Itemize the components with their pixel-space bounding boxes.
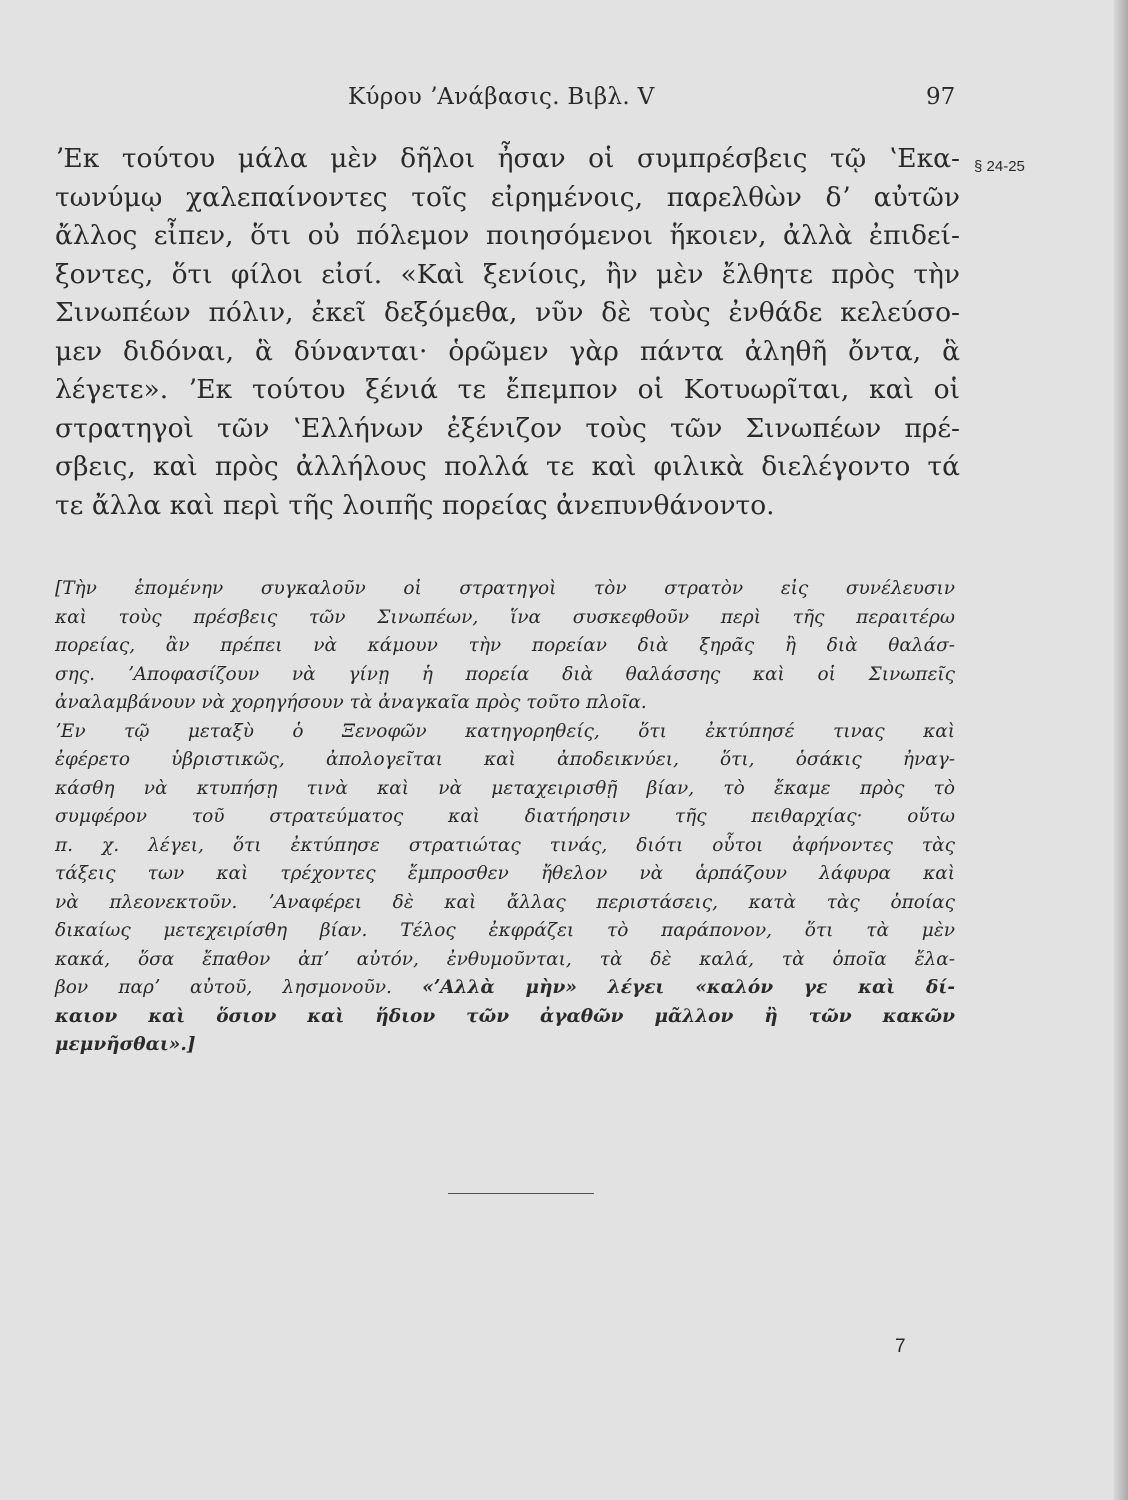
summary-block <box>55 575 955 1060</box>
summary-line: καὶ τοὺς πρέσβεις τῶν Σινωπέων, ἵνα συσκεφθοῦν περὶ τῆς περαιτέρω <box>55 606 955 628</box>
text-line: ἄλλος εἶπεν, ὅτι οὐ πόλεμον ποιησόμενοι ἥκοιεν, ἀλλὰ ἐπιδεί- <box>55 220 960 251</box>
section-rule <box>448 1193 594 1194</box>
signature-mark: 7 <box>895 1336 906 1357</box>
page-edge <box>1114 0 1128 1500</box>
summary-line: τάξεις των καὶ τρέχοντες ἔμπροσθεν ἤθελον νὰ ἁρπάζουν λάφυρα καὶ <box>55 863 955 884</box>
summary-line: π. χ. λέγει, ὅτι ἐκτύπησε στρατιώτας τινάς, διότι οὗτοι ἀφήνοντες τὰς <box>55 834 955 856</box>
text-line: μεν διδόναι, ἃ δύνανται· ὁρῶμεν γὰρ πάντα ἀληθῆ ὄντα, ἃ <box>55 335 960 367</box>
section-margin-note: § 24-25 <box>974 158 1025 175</box>
text-line: Σινωπέων πόλιν, ἐκεῖ δεξόμεθα, νῦν δὲ τοὺς ἐνθάδε κελεύσο- <box>55 297 960 328</box>
text-line: λέγετε». ʼΕκ τούτου ξένιά τε ἔπεμπον οἱ Κοτυωρῖται, καὶ οἱ <box>55 374 960 405</box>
summary-line: [Τὴν ἑπομένην συγκαλοῦν οἱ στρατηγοὶ τὸν στρατὸν εἰς συνέλευσιν <box>55 578 955 599</box>
summary-line: ἐφέρετο ὑβριστικῶς, ἀπολογεῖται καὶ ἀποδεικνύει, ὅτι, ὁσάκις ἠναγ- <box>55 749 955 770</box>
summary-line: δικαίως μετεχειρίσθη βίαν. Τέλος ἐκφράζει τὸ παράπονον, ὅτι τὰ μὲν <box>55 920 955 941</box>
summary-line: κακά, ὅσα ἔπαθον ἀπʼ αὐτόν, ἐνθυμοῦνται, τὰ δὲ καλά, τὰ ὁποῖα ἔλα- <box>55 948 955 970</box>
quote-line: καιον καὶ ὅσιον καὶ ἥδιον τῶν ἀγαθῶν μᾶλλον ἢ τῶν κακῶν <box>55 1005 955 1027</box>
summary-line: σης. ʼΑποφασίζουν νὰ γίνῃ ἡ πορεία διὰ θαλάσσης καὶ οἱ Σινωπεῖς <box>55 663 955 685</box>
main-text-block <box>55 140 960 525</box>
summary-line: ʼΕν τῷ μεταξὺ ὁ Ξενοφῶν κατηγορηθείς, ὅτι ἐκτύπησέ τινας καὶ <box>55 720 955 742</box>
summary-line: ἀναλαμβάνουν νὰ χορηγήσουν τὰ ἀναγκαῖα πρὸς τοῦτο πλοῖα. <box>55 692 647 713</box>
summary-line <box>55 974 955 1003</box>
running-head: Κύρου ʼΑνάβασις. Βιβλ. V <box>348 84 655 110</box>
page-number: 97 <box>926 84 956 110</box>
summary-line: συμφέρον τοῦ στρατεύματος καὶ διατήρησιν τῆς πειθαρχίας· οὕτω <box>55 806 955 827</box>
text-line: τωνύμῳ χαλεπαίνοντες τοῖς εἰρημένοις, παρελθὼν δʼ αὐτῶν <box>55 181 960 213</box>
summary-line: πορείας, ἂν πρέπει νὰ κάμουν τὴν πορείαν διὰ ξηρᾶς ἢ διὰ θαλάσ- <box>55 635 955 656</box>
text-line: ʼΕκ τούτου μάλα μὲν δῆλοι ἦσαν οἱ συμπρέσβεις τῷ ʽΕκα- <box>55 143 960 174</box>
text-line: σβεις, καὶ πρὸς ἀλλήλους πολλά τε καὶ φιλικὰ διελέγοντο τά <box>55 451 960 482</box>
text-line: στρατηγοὶ τῶν ʽΕλλήνων ἐξένιζον τοὺς τῶν Σινωπέων πρέ- <box>55 412 960 444</box>
summary-line: κάσθη νὰ κτυπήσῃ τινὰ καὶ νὰ μεταχειρισθῇ βίαν, τὸ ἔκαμε πρὸς τὸ <box>55 777 955 799</box>
quote-text: «ʼΑλλὰ μὴν» λέγει «καλόν γε καὶ δί- <box>422 977 956 998</box>
text-line: ξοντες, ὅτι φίλοι εἰσί. «Καὶ ξενίοις, ἢν μὲν ἔλθητε πρὸς τὴν <box>55 258 960 290</box>
text-line: τε ἄλλα καὶ περὶ τῆς λοιπῆς πορείας ἀνεπυνθάνοντο. <box>55 489 775 521</box>
quote-line: μεμνῆσθαι».] <box>55 1034 196 1055</box>
summary-line: νὰ πλεονεκτοῦν. ʼΑναφέρει δὲ καὶ ἄλλας περιστάσεις, κατὰ τὰς ὁποίας <box>55 891 955 913</box>
summary-line-text: βον παρʼ αὐτοῦ, λησμονοῦν. <box>55 977 423 998</box>
